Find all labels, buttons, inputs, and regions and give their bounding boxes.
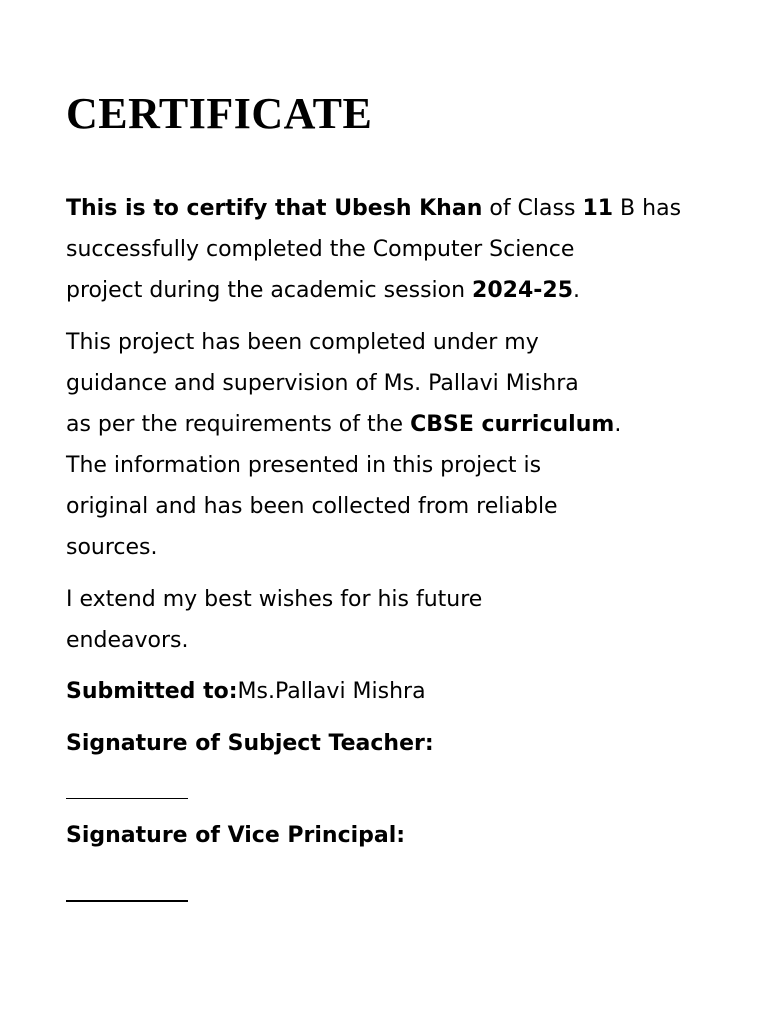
text-fragment: of Class bbox=[482, 196, 583, 221]
paragraph-line: This project has been completed under my bbox=[66, 330, 539, 355]
class-number: 11 bbox=[582, 196, 614, 221]
signature-label: Signature of Subject Teacher: bbox=[66, 731, 434, 756]
submitted-to-value: Ms.Pallavi Mishra bbox=[237, 679, 426, 704]
paragraph-line: successfully completed the Computer Science bbox=[66, 237, 575, 262]
paragraph-line: I extend my best wishes for his future bbox=[66, 587, 483, 612]
teacher-signature-line bbox=[66, 798, 188, 799]
certify-statement: This is to certify that Ubesh Khan bbox=[66, 196, 483, 221]
text-fragment: B has bbox=[613, 196, 682, 221]
vice-principal-signature-label bbox=[66, 815, 746, 856]
submitted-to-label: Submitted to: bbox=[66, 679, 238, 704]
paragraph-line: original and has been collected from reliable bbox=[66, 494, 558, 519]
paragraph-line bbox=[66, 188, 746, 229]
submitted-to-line bbox=[66, 671, 746, 712]
guidance-paragraph bbox=[66, 322, 746, 568]
wishes-paragraph bbox=[66, 579, 746, 661]
paragraph-line bbox=[66, 404, 746, 445]
certification-paragraph bbox=[66, 188, 746, 311]
academic-session: 2024-25 bbox=[472, 278, 574, 303]
paragraph-line: endeavors. bbox=[66, 628, 189, 653]
text-fragment: as per the requirements of the bbox=[66, 412, 411, 437]
text-fragment: . bbox=[614, 412, 622, 437]
vice-principal-signature-line bbox=[66, 900, 188, 902]
curriculum-name: CBSE curriculum bbox=[410, 412, 615, 437]
paragraph-line: The information presented in this project is bbox=[66, 453, 542, 478]
paragraph-line: sources. bbox=[66, 535, 158, 560]
page-title: CERTIFICATE bbox=[66, 89, 373, 138]
signature-label: Signature of Vice Principal: bbox=[66, 823, 406, 848]
paragraph-line bbox=[66, 270, 746, 311]
teacher-signature-label bbox=[66, 723, 746, 764]
text-fragment: . bbox=[573, 278, 581, 303]
paragraph-line: guidance and supervision of Ms. Pallavi Mishra bbox=[66, 371, 579, 396]
text-fragment: project during the academic session bbox=[66, 278, 473, 303]
